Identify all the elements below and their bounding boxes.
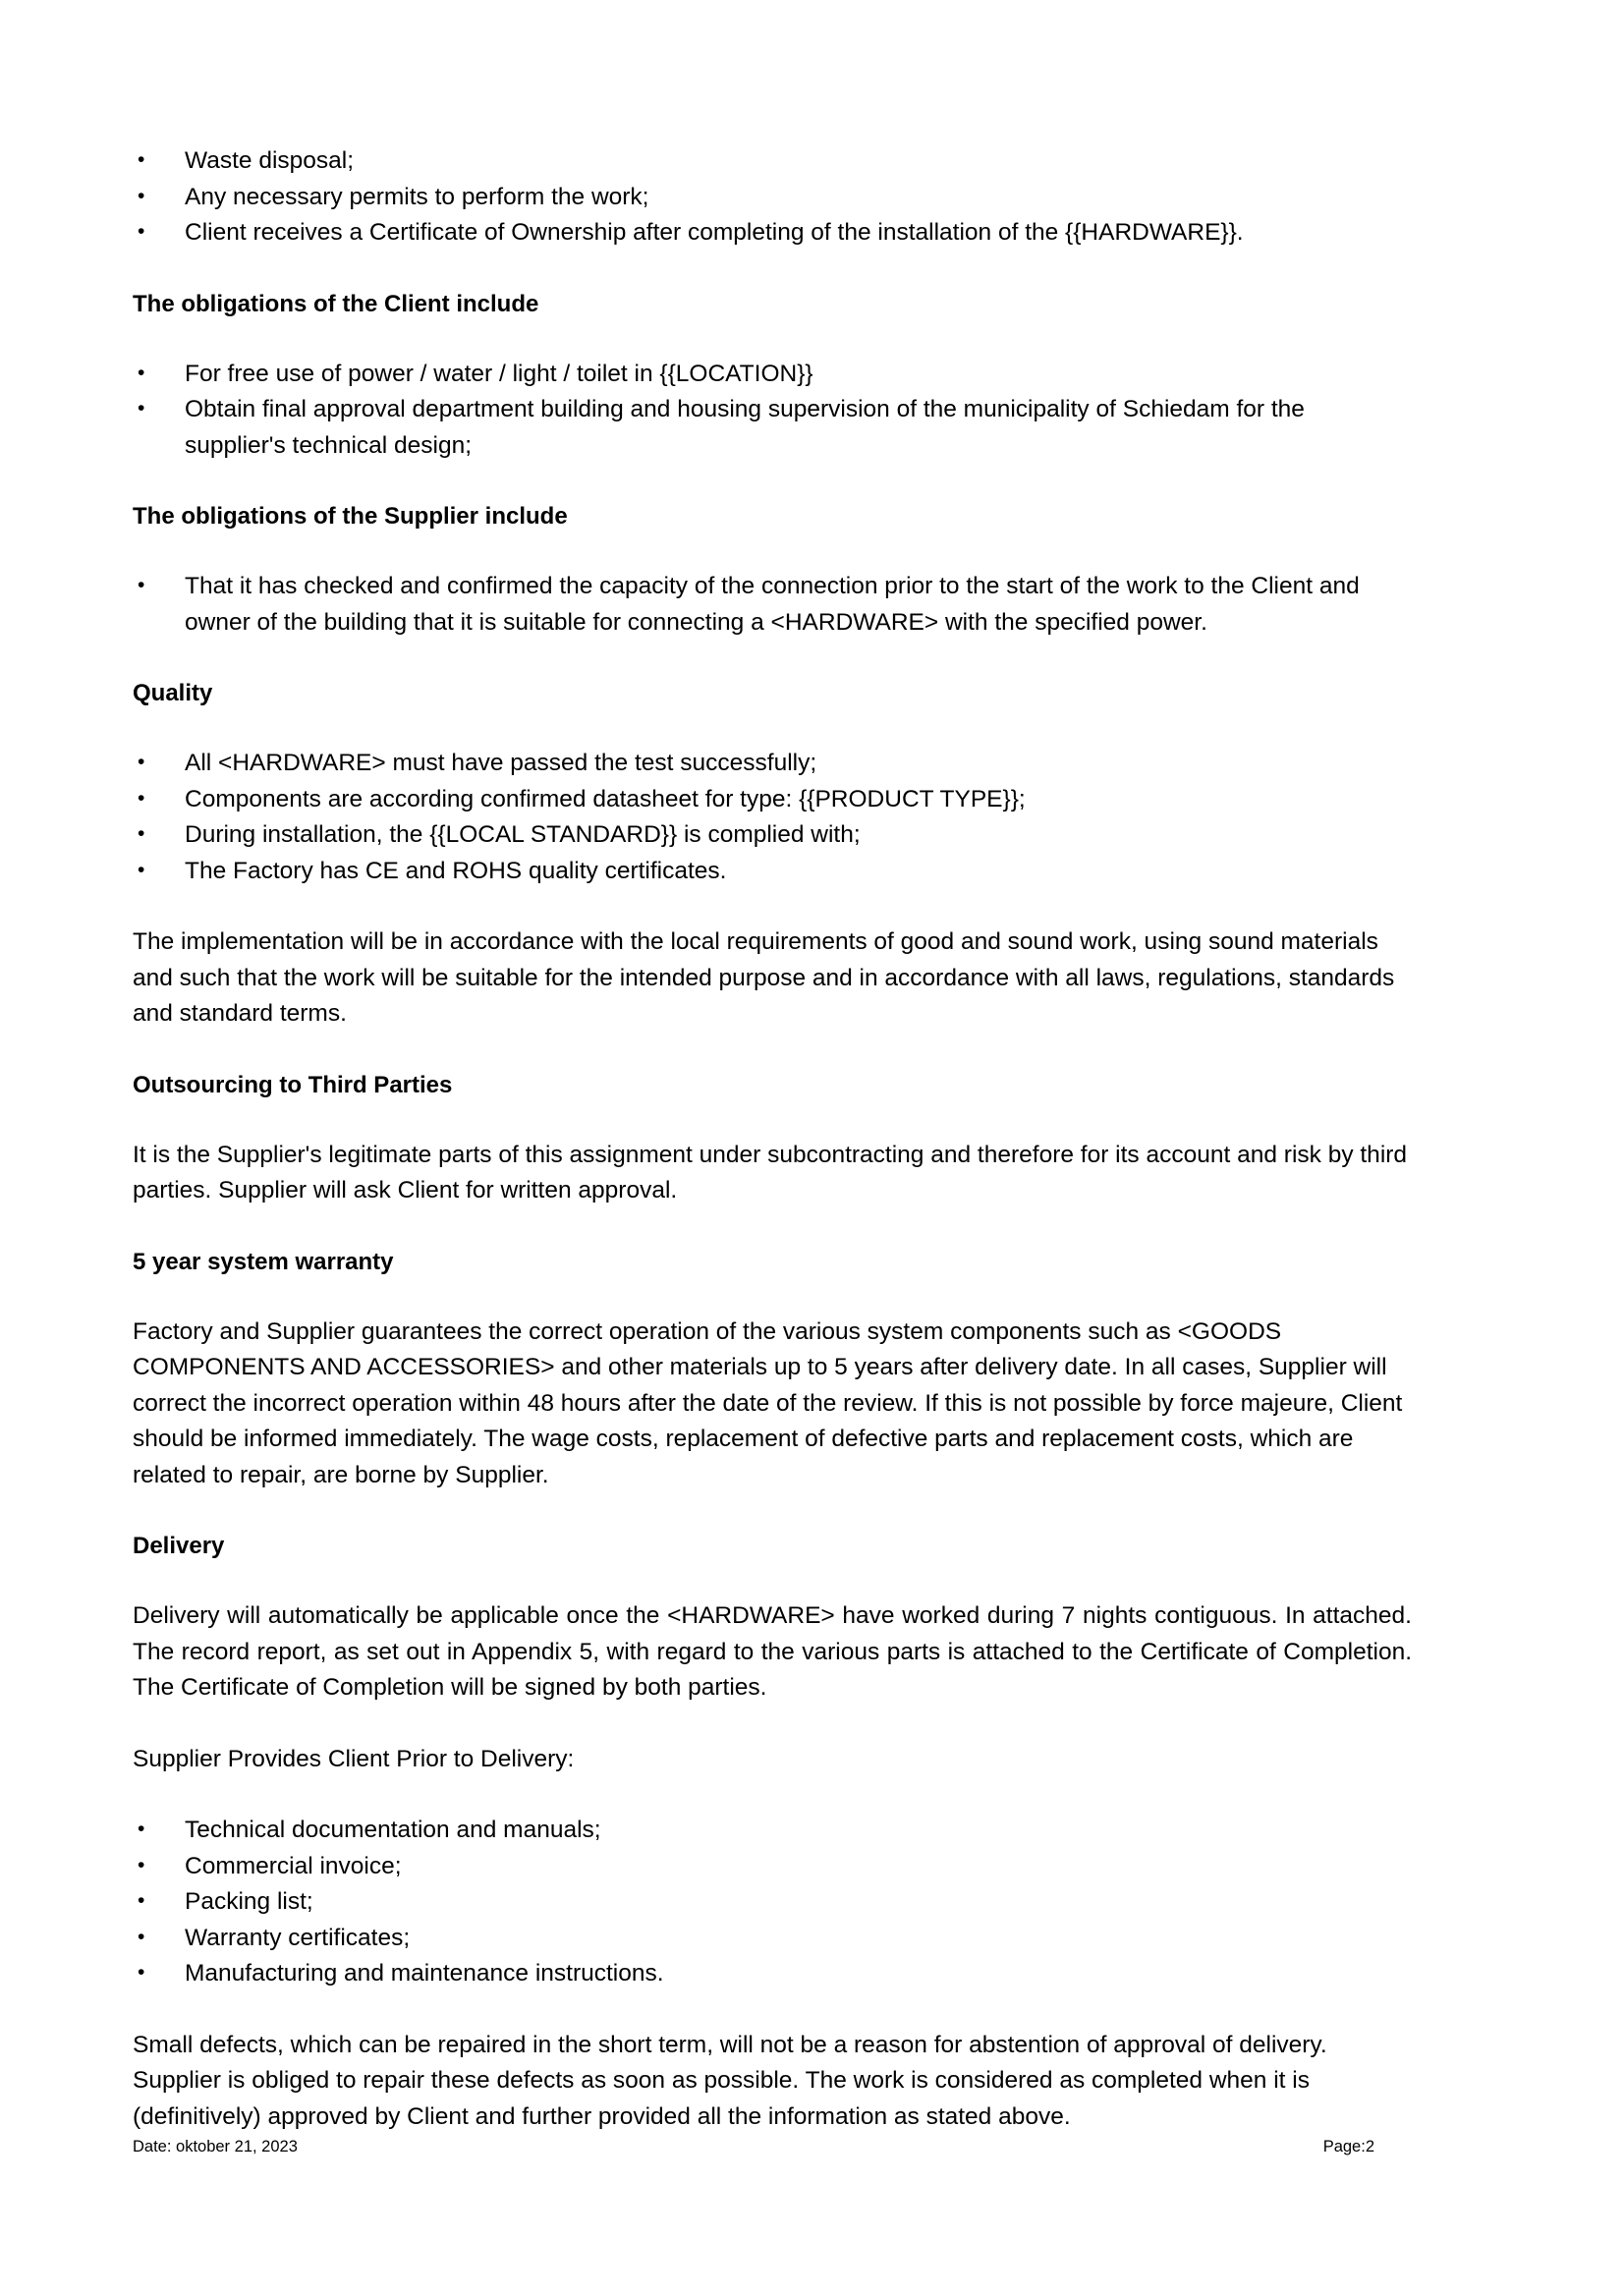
small-defects-paragraph: Small defects, which can be repaired in the short term, will not be a reason for abstention of approval of delivery. Supplier is obliged to repair these defects as soon as possible. The work is considered as completed when it is (definitively) approved by Client and further provided all the information as stated above.: [133, 2031, 1327, 2130]
block-spacer: [133, 1707, 1412, 1742]
contractor-scope-list: [133, 143, 1412, 252]
block-spacer: [133, 710, 1412, 746]
list-item: • Any necessary permits to perform the work;: [133, 180, 1412, 216]
implementation-paragraph: The implementation will be in accordance with the local requirements of good and sound work, using sound materials and such that the work will be suitable for the intended purpose and in accordance with all laws, regulations, standards and standard terms.: [133, 928, 1395, 1027]
heading-quality: Quality: [133, 680, 213, 706]
page-footer: [133, 2136, 1410, 2157]
heading-delivery: Delivery: [133, 1533, 225, 1559]
block-spacer: [133, 1279, 1412, 1315]
block-spacer: [133, 1777, 1412, 1813]
block-spacer: [133, 1209, 1412, 1246]
block-spacer: [133, 1563, 1412, 1598]
list-item: • All <HARDWARE> must have passed the test successfully;: [133, 746, 1412, 782]
page-body: [133, 143, 1412, 2135]
list-item: • Manufacturing and maintenance instructions.: [133, 1956, 1412, 1992]
list-item: • Warranty certificates;: [133, 1921, 1412, 1957]
list-item: • During installation, the {{LOCAL STANDARD}} is complied with;: [133, 817, 1412, 854]
list-item: • Waste disposal;: [133, 143, 1412, 180]
list-item: • Technical documentation and manuals;: [133, 1813, 1412, 1849]
list-item: • That it has checked and confirmed the capacity of the connection prior to the start of the work to the Client and owner of the building that it is suitable for connecting a <HARDWARE> with the specified power.: [133, 569, 1412, 641]
obligations-supplier-list: [133, 569, 1412, 641]
list-item: • For free use of power / water / light / toilet in {{LOCATION}}: [133, 357, 1412, 393]
block-spacer: [133, 533, 1412, 569]
list-item: • The Factory has CE and ROHS quality certificates.: [133, 854, 1412, 890]
outsourcing-paragraph: It is the Supplier's legitimate parts of this assignment under subcontracting and therefore for its account and risk by third parties. Supplier will ask Client for written approval.: [133, 1141, 1408, 1203]
block-spacer: [133, 252, 1412, 288]
warranty-paragraph: Factory and Supplier guarantees the correct operation of the various system components such as <GOODS COMPONENTS AND ACCESSORIES> and other materials up to 5 years after delivery date. In all cases, Supplier will correct the incorrect operation within 48 hours after the date of the review. If this is not possible by force majeure, Client should be informed immediately. The wage costs, replacement of defective parts and replacement costs, which are related to repair, are borne by Supplier.: [133, 1317, 1403, 1488]
heading-obligations-supplier: The obligations of the Supplier include: [133, 503, 568, 530]
block-spacer: [133, 321, 1412, 357]
footer-page-number: Page:2: [1322, 2138, 1374, 2155]
delivery-paragraph: Delivery will automatically be applicable once the <HARDWARE> have worked during 7 nights contiguous. In attached. The record report, as set out in Appendix 5, with regard to the various parts is attached to the Certificate of Completion. The Certificate of Completion will be signed by both parties.: [133, 1602, 1412, 1701]
footer-date: Date: oktober 21, 2023: [133, 2138, 298, 2155]
list-item: • Packing list;: [133, 1884, 1412, 1921]
block-spacer: [133, 641, 1412, 677]
list-item: • Commercial invoice;: [133, 1849, 1412, 1885]
list-item: • Obtain final approval department building and housing supervision of the municipality of Schiedam for the supplier's technical design;: [133, 392, 1412, 464]
list-item: • Client receives a Certificate of Ownership after completing of the installation of the {{HARDWARE}}.: [133, 215, 1412, 252]
block-spacer: [133, 1493, 1412, 1530]
supplier-provides-intro: Supplier Provides Client Prior to Delivery:: [133, 1745, 575, 1772]
quality-list: [133, 746, 1412, 889]
list-item: • Components are according confirmed datasheet for type: {{PRODUCT TYPE}};: [133, 782, 1412, 818]
heading-obligations-client: The obligations of the Client include: [133, 290, 539, 317]
heading-5-year-system-warranty: 5 year system warranty: [133, 1248, 394, 1275]
block-spacer: [133, 889, 1412, 924]
block-spacer: [133, 1992, 1412, 2028]
heading-outsourcing-third-parties: Outsourcing to Third Parties: [133, 1071, 453, 1098]
obligations-client-list: [133, 357, 1412, 465]
block-spacer: [133, 1102, 1412, 1138]
block-spacer: [133, 1033, 1412, 1069]
supplier-provides-list: [133, 1813, 1412, 1992]
block-spacer: [133, 464, 1412, 500]
